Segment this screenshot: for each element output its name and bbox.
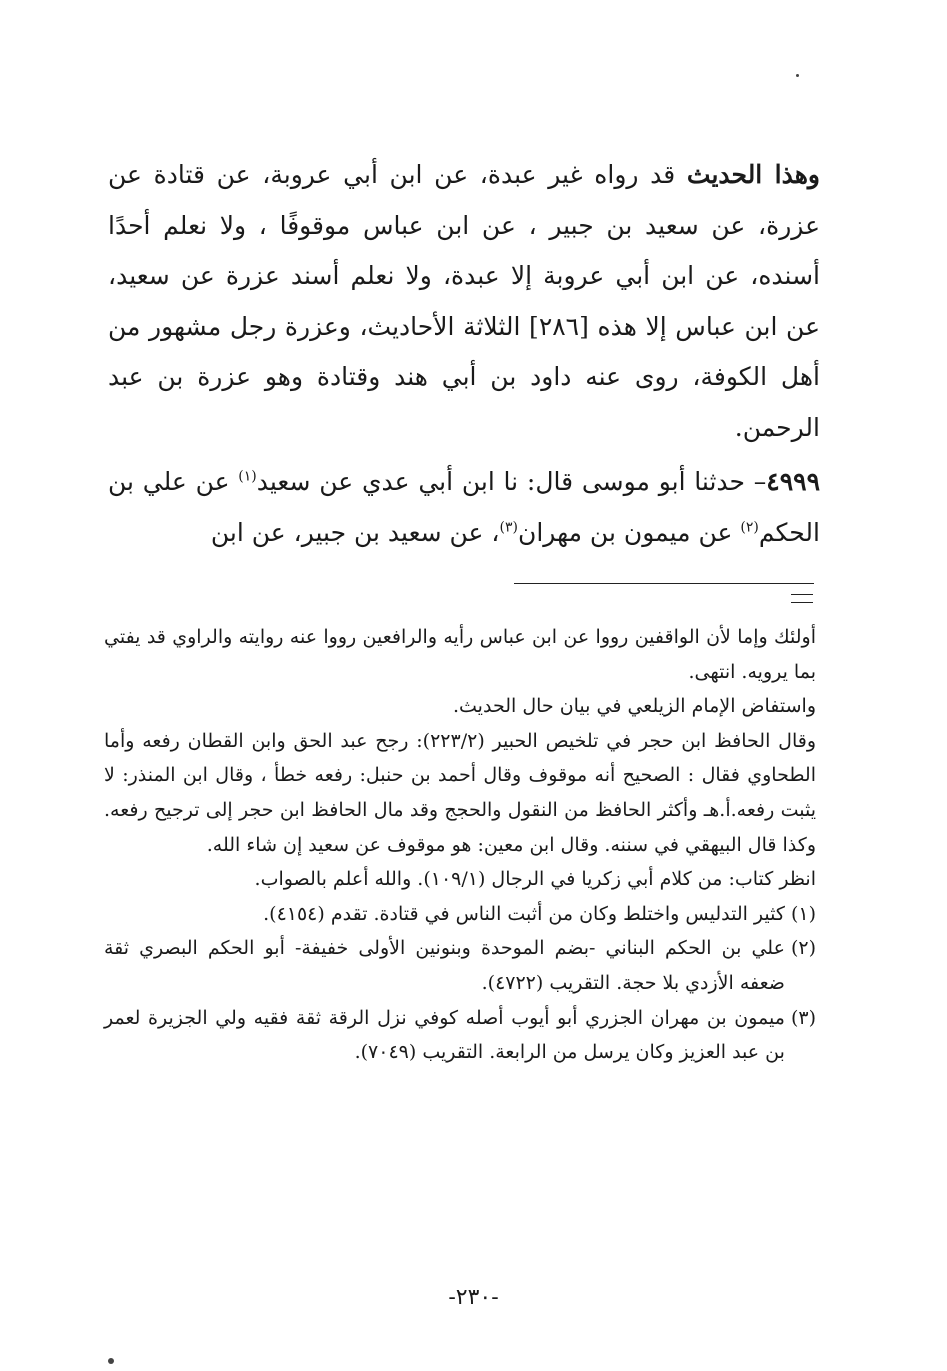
footnotes — [104, 620, 816, 1070]
footnote-ref-3: (٣) — [499, 519, 518, 536]
footnote-text: علي بن الحكم البناني -بضم الموحدة وبنونين الأولى خفيفة- أبو الحكم البصري ثقة ضعفه الأزدي بلا حجة. التقريب (٤٧٢٢). — [104, 937, 785, 994]
isnad-text: عن علي بن الحكم — [108, 467, 820, 547]
footnote-continuation: واستفاض الإمام الزيلعي في بيان حال الحديث. — [452, 695, 816, 718]
paragraph-hadith-4999 — [108, 457, 820, 558]
footnote-continuation: أولئك وإما لأن الواقفين رووا عن ابن عباس رأيه والرافعين رووا عنه روايته والراوي قد يفتي بما يرويه. انتهى. — [104, 626, 816, 683]
continuation-mark — [791, 594, 813, 603]
isnad-text: عن ميمون بن مهران — [517, 517, 741, 547]
footnote-3 — [104, 1001, 816, 1070]
footnote-1 — [104, 897, 816, 932]
footnote-2 — [104, 931, 816, 1000]
footnote-number: (١) — [790, 902, 816, 925]
main-text — [108, 150, 820, 558]
page-number: -٢٣٠- — [448, 1285, 499, 1310]
footnote-continuation: انظر كتاب: من كلام أبي زكريا في الرجال (١٠٩/١). والله أعلم بالصواب. — [254, 868, 816, 891]
isnad-text: – حدثنا أبو موسى قال: نا ابن أبي عدي عن سعيد — [256, 467, 767, 496]
paragraph-hadith-commentary — [108, 150, 820, 453]
footnote-text: ميمون بن مهران الجزري أبو أيوب أصله كوفي نزل الرقة ثقة فقيه ولي الجزيرة لعمر بن عبد العزيز وكان يرسل من الرابعة. التقريب (٧٠٤٩). — [104, 1006, 785, 1064]
footnote-number: (٢) — [790, 937, 816, 960]
isnad-text: ، عن سعيد بن جبير، عن ابن — [210, 517, 500, 547]
footnote-number: (٣) — [790, 1006, 816, 1029]
scan-speck — [108, 1358, 114, 1364]
footnote-text: كثير التدليس واختلط وكان من أثبت الناس في قتادة. تقدم (٤١٥٤). — [263, 902, 785, 925]
footnote-continuation: وقال الحافظ ابن حجر في تلخيص الحبير (٢٢٣/٢): رجح عبد الحق وابن القطان رفعه وأما الطحاوي فقال : الصحيح أنه موقوف وقال أحمد بن حنبل: رفعه خطأ ، وقال ابن المنذر: لا يثبت رفعه.أ.هـ وأكثر الحافظ من النقول والحجج وقد مال الحافظ ابن حجر إلى ترجيح رفعه. وكذا قال البيهقي في سننه. وقال ابن معين: هو موقوف عن سعيد إن شاء الله. — [104, 729, 816, 856]
bold-lead: وهذا الحديث — [686, 160, 821, 189]
paragraph-text: قد رواه غير عبدة، عن ابن أبي عروبة، عن قتادة عن عزرة، عن سعيد بن جبير ، عن ابن عباس موقوفًا ، ولا نعلم أحدًا أسنده، عن ابن أبي عروبة إلا عبدة، ولا نعلم أسند عزرة عن سعيد، عن ابن عباس إلا هذه [٢٨٦] الثلاثة الأحاديث، وعزرة رجل مشهور من أهل الكوفة، روى عنه داود بن أبي هند وقتادة وهو عزرة بن عبد الرحمن. — [108, 160, 821, 442]
footnote-ref-1: (١) — [238, 468, 257, 485]
footnote-ref-2: (٢) — [740, 519, 759, 536]
hadith-number: ٤٩٩٩ — [766, 467, 820, 496]
scan-speck — [796, 74, 799, 77]
footnote-separator — [514, 583, 814, 584]
